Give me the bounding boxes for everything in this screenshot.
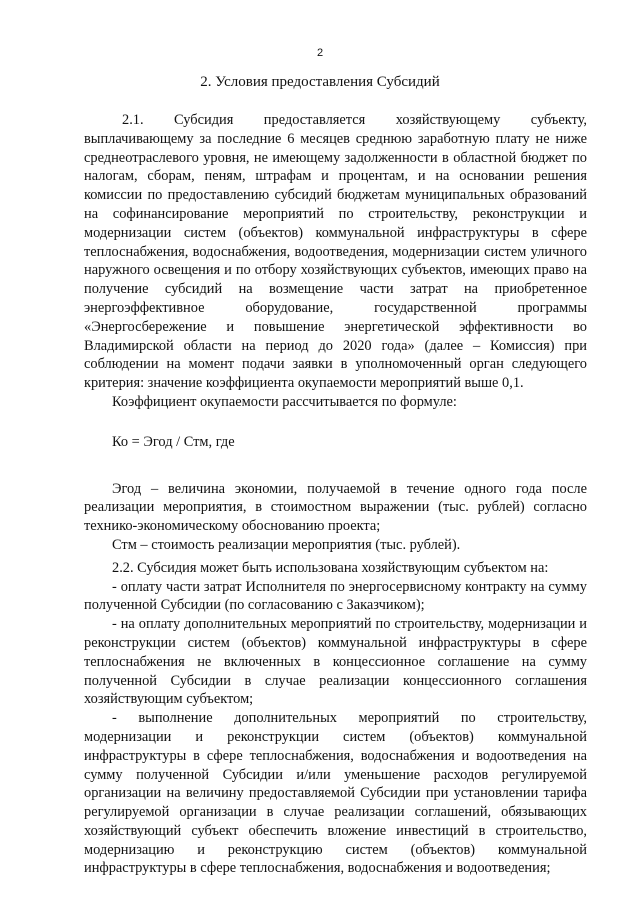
paragraph-2-2: 2.2. Субсидия может быть использована хозяйствующим субъектом на: xyxy=(112,559,549,576)
spacer xyxy=(84,412,587,433)
list-item: - на оплату дополнительных мероприятий по строительству, модернизации и реконструкции систем (объектов) коммунальной инфраструктуры в сфере теплоснабжения не включенных в концессионное соглашение на сумму полученной Субсидии в случае реализации концессионного соглашения хозяйствующим субъектом; xyxy=(84,616,587,708)
list-item: - выполнение дополнительных мероприятий по строительству, модернизации и реконструкции систем (объектов) коммунальной инфраструктуры в сфере теплоснабжения, водоснабжения и водоотведения на сумму полученной Субсидии и/или уменьшение расходов регулируемой организации на величину предоставляемой Субсидии при установлении тарифа регулируемой организации в случае реализации соглашений, обязывающих хозяйствующий субъект обеспечить вложение инвестиций в строительство, модернизацию и реконструкцию систем (объектов) коммунальной инфраструктуры в сфере теплоснабжения, водоснабжения и водоотведения; xyxy=(84,710,587,877)
list-item: - оплату части затрат Исполнителя по энергосервисному контракту на сумму полученной Субсидии (по согласованию с Заказчиком); xyxy=(84,578,587,614)
section-heading: 2. Условия предоставления Субсидий xyxy=(200,74,440,90)
formula: Ко = Эгод / Стм, где xyxy=(112,433,235,450)
definition-egod: Эгод – величина экономии, получаемой в течение одного года после реализации мероприятия, в стоимостном выражении (тыс. рублей) согласно технико-экономическому обоснованию проекта; xyxy=(84,480,587,535)
document-body xyxy=(84,111,587,878)
paragraph-2-1: 2.1. Субсидия предоставляется хозяйствующему субъекту, выплачивающему за последние 6 месяцев среднюю заработную плату не ниже среднеотраслевого уровня, не имеющему задолженности в областной бюджет по налогам, сборам, пеням, штрафам и процентам, и на основании решения комиссии по предоставлению субсидий бюджетам муниципальных образований на софинансирование мероприятий по строительству, реконструкции и модернизации систем (объектов) коммунальной инфраструктуры в сфере теплоснабжения, водоснабжения, водоотведения, модернизации систем уличного наружного освещения и по отбору хозяйствующих субъектов, имеющих право на получение субсидий на возмещение части затрат на приобретенное энергоэффективное оборудование, государственной программы «Энергосбережение и повышение энергетической эффективности во Владимирской области на период до 2020 года» (далее – Комиссия) при соблюдении на момент подачи заявки в уполномоченный орган следующего критерия: значение коэффициента окупаемости мероприятий выше 0,1. xyxy=(84,112,587,392)
definition-stm: Стм – стоимость реализации мероприятия (тыс. рублей). xyxy=(112,536,461,553)
spacer xyxy=(84,452,587,480)
page-number: 2 xyxy=(316,47,324,59)
coefficient-intro: Коэффициент окупаемости рассчитывается по формуле: xyxy=(112,393,457,410)
